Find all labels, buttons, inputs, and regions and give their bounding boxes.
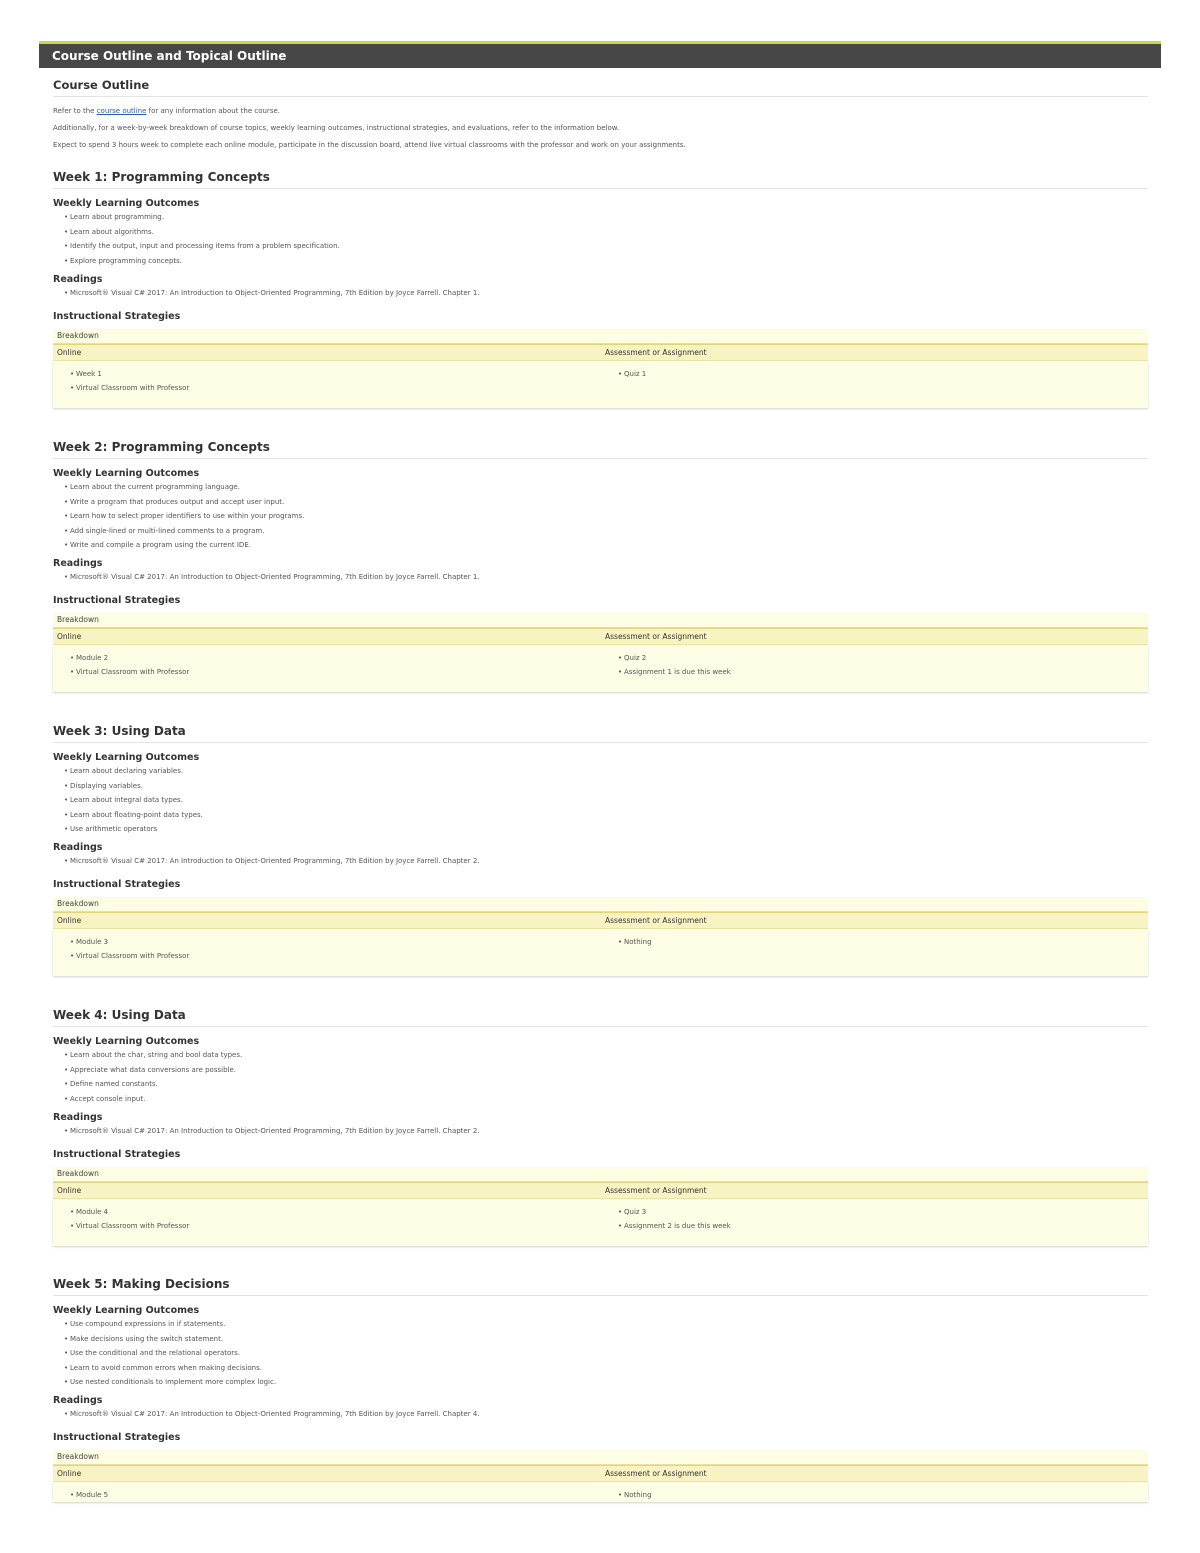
outcome-item: • Appreciate what data conversions are possible. <box>64 1066 1148 1074</box>
online-column-label: Online <box>57 1185 82 1195</box>
reading-item: • Microsoft® Visual C# 2017: An Introduction to Object-Oriented Programming, 7th Edition by Joyce Farrell. Chapter 1. <box>64 289 1148 297</box>
online-item: • Virtual Classroom with Professor <box>70 668 189 676</box>
outcome-item: • Learn to avoid common errors when making decisions. <box>64 1364 1148 1372</box>
reading-item: • Microsoft® Visual C# 2017: An Introduction to Object-Oriented Programming, 7th Edition by Joyce Farrell. Chapter 4. <box>64 1410 1148 1418</box>
breakdown-panel <box>53 897 1148 976</box>
week-section <box>53 1277 1148 1502</box>
outcome-item: • Define named constants. <box>64 1080 1148 1088</box>
reading-item: • Microsoft® Visual C# 2017: An Introduction to Object-Oriented Programming, 7th Edition by Joyce Farrell. Chapter 1. <box>64 573 1148 581</box>
online-item: • Module 5 <box>70 1491 108 1499</box>
readings-list <box>53 573 1148 581</box>
online-item: • Virtual Classroom with Professor <box>70 952 189 960</box>
outcome-item: • Learn about integral data types. <box>64 796 1148 804</box>
assessment-column-label: Assessment or Assignment <box>605 1469 707 1478</box>
breakdown-columns <box>53 344 1148 361</box>
outcome-item: • Use nested conditionals to implement more complex logic. <box>64 1378 1148 1386</box>
outcomes-list <box>53 1051 1148 1103</box>
strategies-heading: Instructional Strategies <box>53 1432 181 1443</box>
breakdown-body <box>53 1482 1148 1502</box>
assessment-item: • Quiz 1 <box>618 370 646 378</box>
course-outline-intro <box>53 107 1148 115</box>
assessment-column-label: Assessment or Assignment <box>605 347 707 357</box>
breakdown-panel <box>53 329 1148 408</box>
outcome-item: • Explore programming concepts. <box>64 257 1148 265</box>
week-title: Week 3: Using Data <box>53 724 1148 743</box>
outcome-item: • Learn about the current programming language. <box>64 483 1148 491</box>
assessment-item: • Quiz 3 <box>618 1208 731 1216</box>
reading-item: • Microsoft® Visual C# 2017: An Introduction to Object-Oriented Programming, 7th Edition by Joyce Farrell. Chapter 2. <box>64 1127 1148 1135</box>
assessment-column-label: Assessment or Assignment <box>605 916 707 925</box>
assessment-list <box>607 1491 652 1505</box>
breakdown-body <box>53 645 1148 692</box>
online-item: • Module 3 <box>70 938 189 946</box>
outcome-item: • Learn about floating-point data types. <box>64 811 1148 819</box>
outcome-item: • Use the conditional and the relational operators. <box>64 1349 1148 1357</box>
breakdown-header: Breakdown <box>53 329 1148 344</box>
breakdown-header: Breakdown <box>53 613 1148 628</box>
assessment-item: • Assignment 2 is due this week <box>618 1222 731 1230</box>
assessment-item: • Nothing <box>618 938 652 946</box>
banner-title: Course Outline and Topical Outline <box>52 49 287 63</box>
breakdown-body <box>53 929 1148 976</box>
outcome-item: • Add single-lined or multi-lined comments to a program. <box>64 527 1148 535</box>
assessment-list <box>607 654 731 682</box>
assessment-item: • Assignment 1 is due this week <box>618 668 731 676</box>
breakdown-body <box>53 361 1148 408</box>
readings-list <box>53 857 1148 865</box>
outcome-item: • Learn about the char, string and bool data types. <box>64 1051 1148 1059</box>
breakdown-body <box>53 1199 1148 1246</box>
readings-heading: Readings <box>53 273 103 285</box>
breakdown-columns <box>53 1465 1148 1482</box>
week-section <box>53 440 1148 692</box>
reading-item: • Microsoft® Visual C# 2017: An Introduction to Object-Oriented Programming, 7th Edition by Joyce Farrell. Chapter 2. <box>64 857 1148 865</box>
assessment-column-label: Assessment or Assignment <box>605 632 707 641</box>
outcome-item: • Learn how to select proper identifiers to use within your programs. <box>64 512 1148 520</box>
outcome-item: • Use arithmetic operators <box>64 825 1148 833</box>
readings-heading: Readings <box>53 1111 103 1123</box>
outcome-item: • Write a program that produces output and accept user input. <box>64 498 1148 506</box>
outcomes-heading: Weekly Learning Outcomes <box>53 1036 200 1047</box>
outcome-item: • Use compound expressions in if statements. <box>64 1320 1148 1328</box>
week-title: Week 1: Programming Concepts <box>53 170 1148 189</box>
online-column-label: Online <box>57 632 82 641</box>
strategies-heading: Instructional Strategies <box>53 310 181 322</box>
week-title: Week 5: Making Decisions <box>53 1277 1148 1296</box>
online-column-label: Online <box>57 347 82 357</box>
course-outline-time-text: Expect to spend 3 hours week to complete each online module, participate in the discussion board, attend live virtual classrooms with the professor and work on your assignments. <box>53 141 686 149</box>
readings-list <box>53 1127 1148 1135</box>
readings-heading: Readings <box>53 1395 103 1406</box>
outcomes-list <box>53 1320 1148 1386</box>
breakdown-columns <box>53 1182 1148 1199</box>
assessment-item: • Nothing <box>618 1491 652 1499</box>
outcomes-heading: Weekly Learning Outcomes <box>53 752 200 763</box>
outcome-item: • Learn about declaring variables. <box>64 767 1148 775</box>
week-title: Week 4: Using Data <box>53 1008 1148 1027</box>
online-list <box>59 1491 108 1505</box>
online-item: • Virtual Classroom with Professor <box>70 1222 189 1230</box>
online-item: • Virtual Classroom with Professor <box>70 384 189 392</box>
outcome-item: • Accept console input. <box>64 1095 1148 1103</box>
outcome-item: • Identify the output, input and processing items from a problem specification. <box>64 242 1148 250</box>
readings-heading: Readings <box>53 558 103 569</box>
assessment-column-label: Assessment or Assignment <box>605 1185 707 1195</box>
breakdown-panel <box>53 1167 1148 1246</box>
breakdown-header: Breakdown <box>53 1450 1148 1465</box>
week-title: Week 2: Programming Concepts <box>53 440 1148 459</box>
page-banner <box>39 41 1161 68</box>
breakdown-columns <box>53 912 1148 929</box>
week-section <box>53 170 1148 408</box>
breakdown-header: Breakdown <box>53 897 1148 912</box>
outcome-item: • Learn about programming. <box>64 213 1148 221</box>
breakdown-columns <box>53 628 1148 645</box>
outcomes-heading: Weekly Learning Outcomes <box>53 198 200 209</box>
online-item: • Week 1 <box>70 370 189 378</box>
strategies-heading: Instructional Strategies <box>53 595 181 606</box>
assessment-list <box>607 370 646 384</box>
online-list <box>59 654 189 682</box>
outcome-item: • Learn about algorithms. <box>64 228 1148 236</box>
assessment-list <box>607 1208 731 1236</box>
intro-text-pre: Refer to the <box>53 107 97 115</box>
outcomes-heading: Weekly Learning Outcomes <box>53 1305 200 1316</box>
outcomes-list <box>53 767 1148 833</box>
breakdown-header: Breakdown <box>53 1167 1148 1182</box>
readings-list <box>53 289 1148 297</box>
assessment-item: • Quiz 2 <box>618 654 731 662</box>
outcome-item: • Make decisions using the switch statement. <box>64 1335 1148 1343</box>
week-section <box>53 1008 1148 1246</box>
course-outline-heading: Course Outline <box>53 78 1148 97</box>
online-list <box>59 938 189 966</box>
online-list <box>59 370 189 398</box>
course-outline-link[interactable]: course outline <box>96 107 147 115</box>
readings-list <box>53 1410 1148 1418</box>
online-column-label: Online <box>57 916 82 925</box>
outcome-item: • Write and compile a program using the current IDE. <box>64 541 1148 549</box>
outcomes-list <box>53 213 1148 265</box>
course-outline-breakdown-text: Additionally, for a week-by-week breakdown of course topics, weekly learning outcomes, instructional strategies, and evaluations, refer to the information below. <box>53 124 620 132</box>
breakdown-panel <box>53 1450 1148 1502</box>
online-column-label: Online <box>57 1469 82 1478</box>
online-item: • Module 2 <box>70 654 189 662</box>
week-section <box>53 724 1148 976</box>
strategies-heading: Instructional Strategies <box>53 879 181 890</box>
outcomes-list <box>53 483 1148 549</box>
strategies-heading: Instructional Strategies <box>53 1148 181 1160</box>
outcomes-heading: Weekly Learning Outcomes <box>53 468 200 479</box>
outcome-item: • Displaying variables. <box>64 782 1148 790</box>
assessment-list <box>607 938 652 952</box>
readings-heading: Readings <box>53 842 103 853</box>
intro-text-post: for any information about the course. <box>146 107 280 115</box>
online-list <box>59 1208 189 1236</box>
breakdown-panel <box>53 613 1148 692</box>
online-item: • Module 4 <box>70 1208 189 1216</box>
course-outline-section <box>53 78 1148 149</box>
